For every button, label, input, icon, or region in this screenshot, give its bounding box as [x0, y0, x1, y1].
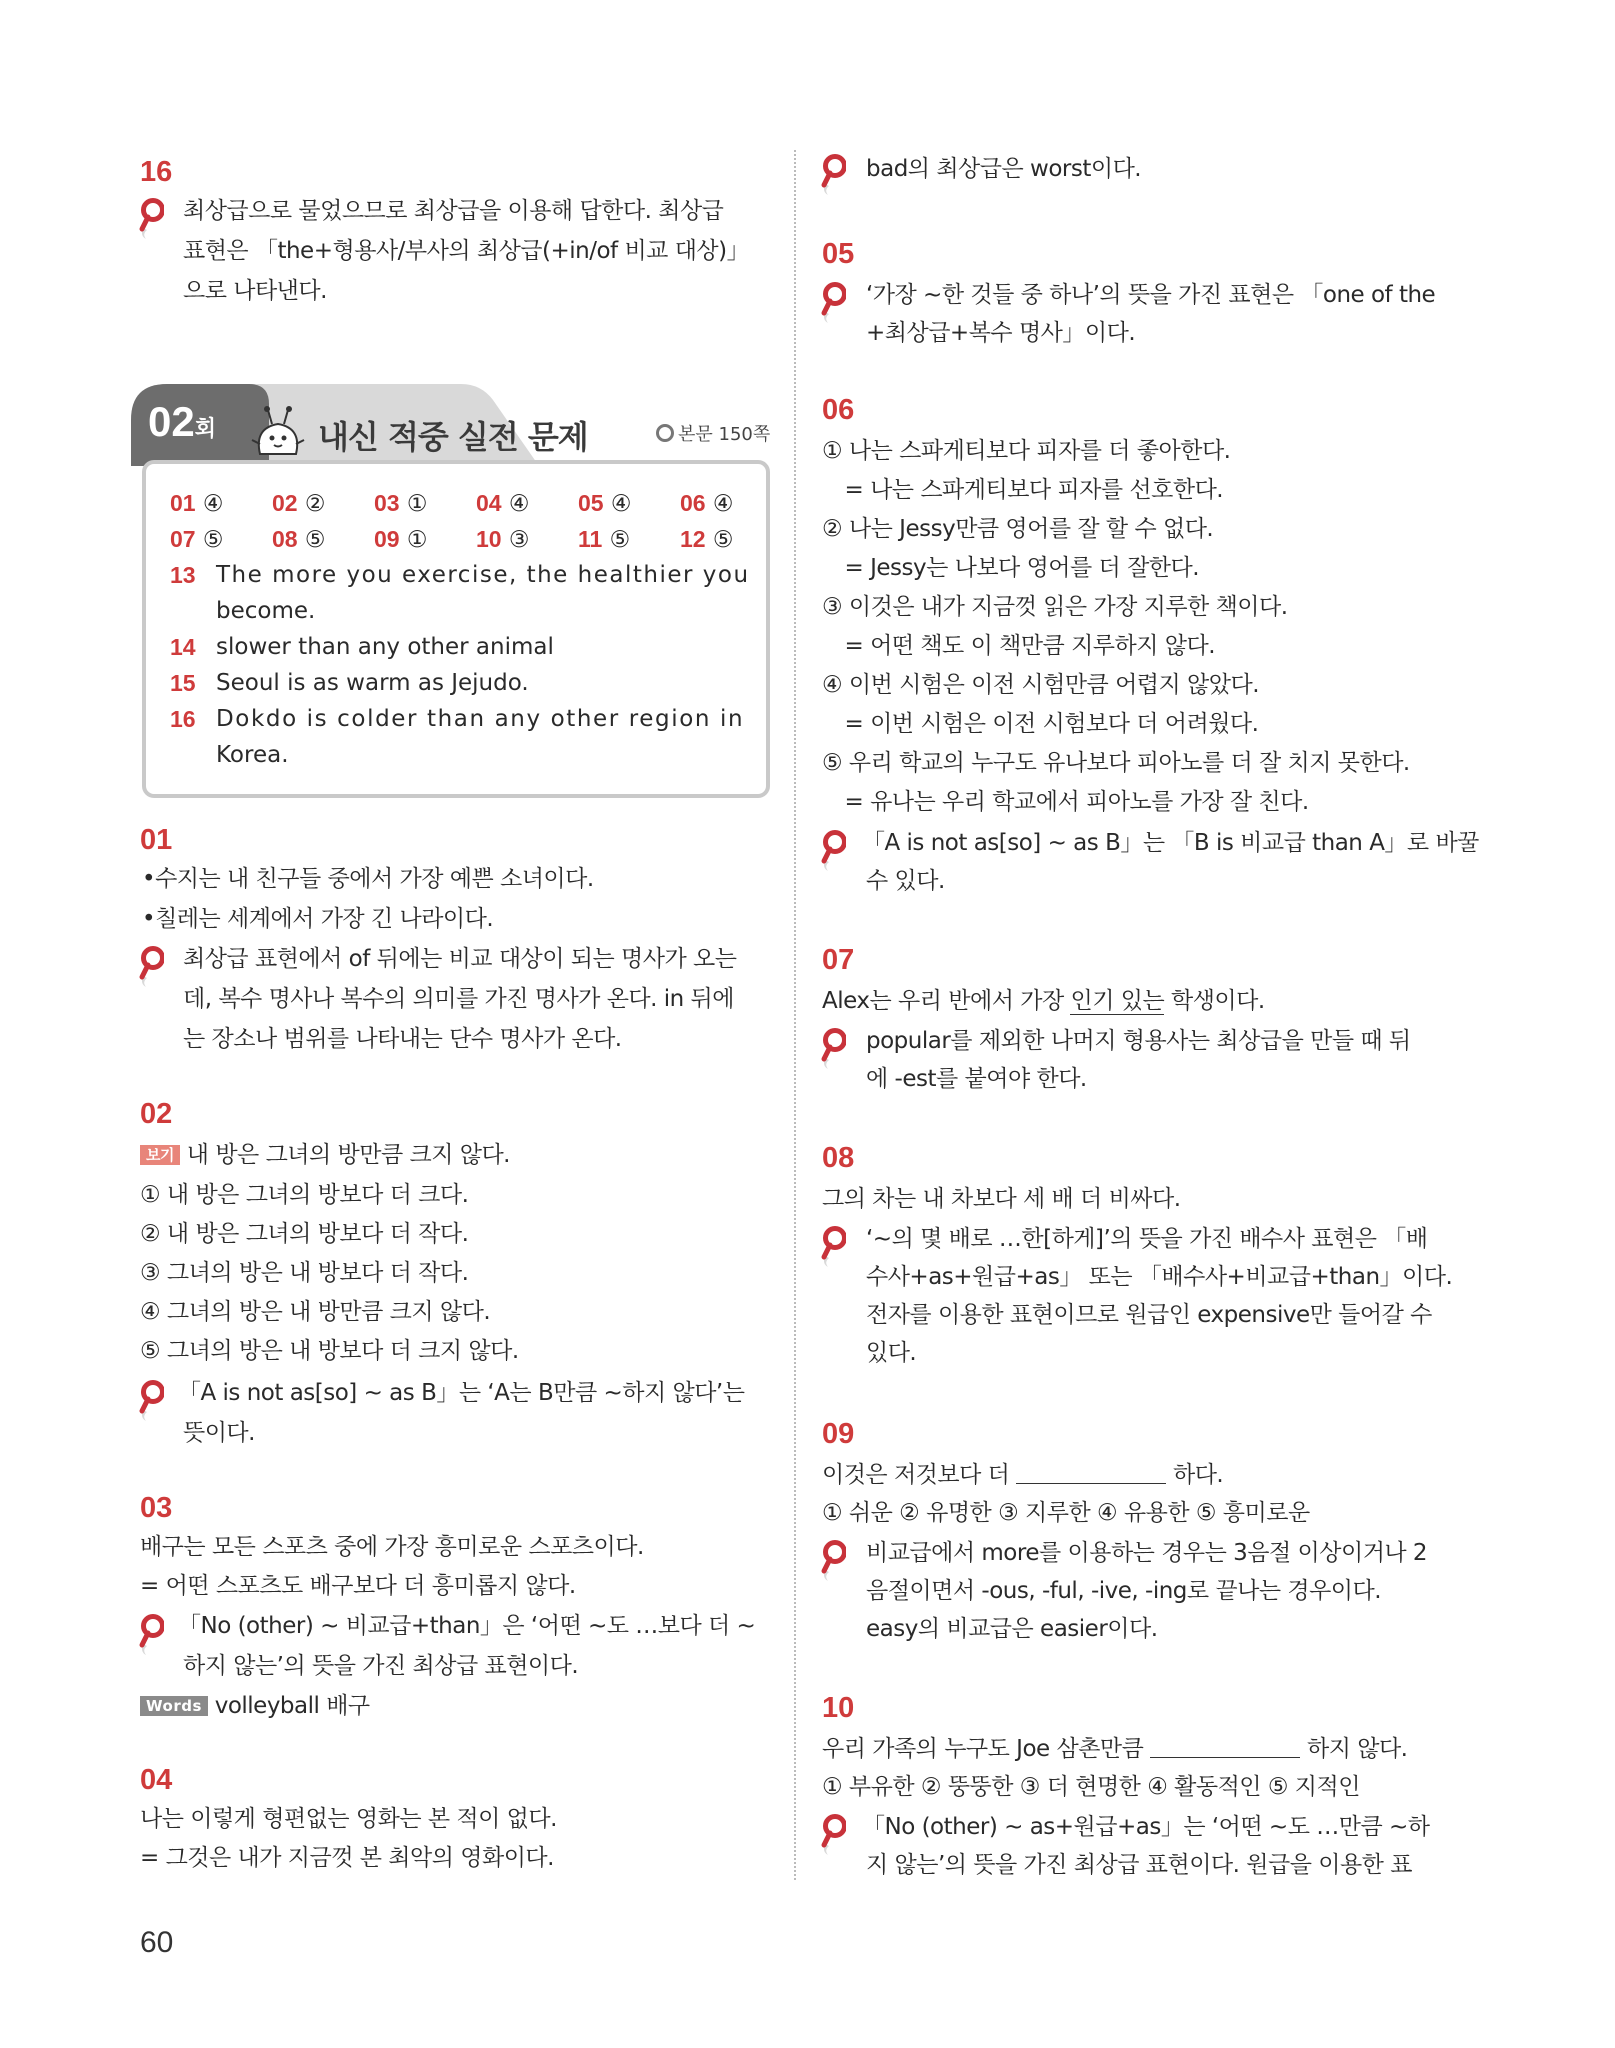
translation-line: •칠레는 세계에서 가장 긴 나라이다.	[142, 906, 494, 932]
section-title: 내신 적중 실전 문제	[318, 418, 588, 456]
hint-pin-icon	[820, 154, 846, 196]
answer-row-1: 01 ④ 02 ② 03 ① 04 ④ 05 ④ 06 ④	[170, 490, 734, 517]
explanation-line: 음절이면서 -ous, -ful, -ive, -ing로 끝나는 경우이다.	[866, 1578, 1382, 1604]
question-number: 05	[822, 238, 855, 270]
option-line: ③ 그녀의 방은 내 방보다 더 작다.	[140, 1260, 469, 1286]
example-tag: 보기	[140, 1145, 180, 1165]
answer-row-2: 07 ⑤ 08 ⑤ 09 ① 10 ③ 11 ⑤ 12 ⑤	[170, 526, 734, 553]
translation-line: 나는 이렇게 형편없는 영화는 본 적이 없다.	[140, 1806, 557, 1832]
answer-text: slower than any other animal	[216, 634, 554, 660]
option-line: = 유나는 우리 학교에서 피아노를 가장 잘 친다.	[822, 789, 1309, 815]
hint-pin-icon	[820, 1814, 846, 1856]
explanation-line: 수 있다.	[866, 868, 945, 894]
translation-line: •수지는 내 친구들 중에서 가장 예쁜 소녀이다.	[142, 866, 594, 892]
option-line: ③ 이것은 내가 지금껏 읽은 가장 지루한 책이다.	[822, 594, 1288, 620]
explanation-line: 「No (other) ~ 비교급+than」은 ‘어떤 ~도 …보다 더 ~	[178, 1613, 756, 1639]
option-line: ① 내 방은 그녀의 방보다 더 크다.	[140, 1182, 469, 1208]
question-number: 02	[140, 1098, 173, 1130]
explanation-line: 는 장소나 범위를 나타내는 단수 명사가 온다.	[183, 1026, 622, 1052]
words-line: Words volleyball 배구	[140, 1691, 370, 1721]
hint-pin-icon	[138, 198, 164, 240]
round-number: 02회	[148, 398, 216, 445]
explanation-line: 「No (other) ~ as+원급+as」는 ‘어떤 ~도 …만큼 ~하	[862, 1814, 1430, 1840]
option-line: ④ 이번 시험은 이전 시험만큼 어렵지 않았다.	[822, 672, 1260, 698]
explanation-line: 으로 나타낸다.	[183, 278, 327, 304]
hint-pin-icon	[820, 1226, 846, 1268]
page-reference: 본문 150쪽	[656, 420, 770, 446]
explanation-line: 「A is not as[so] ~ as B」는 ‘A는 B만큼 ~하지 않다’는	[178, 1380, 745, 1406]
answer-key-box	[142, 460, 770, 798]
option-line: ① 부유한 ② 뚱뚱한 ③ 더 현명한 ④ 활동적인 ⑤ 지적인	[822, 1774, 1360, 1800]
option-line: ⑤ 그녀의 방은 내 방보다 더 크지 않다.	[140, 1338, 519, 1364]
hint-pin-icon	[820, 1540, 846, 1582]
answer-text: Dokdo is colder than any other region in	[216, 706, 745, 732]
mascot-icon	[250, 404, 306, 458]
translation-line: 배구는 모든 스포츠 중에 가장 흥미로운 스포츠이다.	[140, 1534, 644, 1560]
explanation-line: 에 -est를 붙여야 한다.	[866, 1066, 1087, 1092]
option-line: ④ 그녀의 방은 내 방만큼 크지 않다.	[140, 1299, 491, 1325]
translation-line: Alex는 우리 반에서 가장 인기 있는 학생이다.	[822, 988, 1265, 1014]
explanation-line: +최상급+복수 명사」이다.	[866, 320, 1136, 346]
translation-line: 그의 차는 내 차보다 세 배 더 비싸다.	[822, 1186, 1181, 1212]
words-tag: Words	[140, 1696, 208, 1716]
answer-long-13: 13	[170, 562, 196, 588]
answer-blank	[1150, 1735, 1300, 1758]
question-number: 07	[822, 944, 855, 976]
hint-pin-icon	[138, 1614, 164, 1656]
explanation-line: 전자를 이용한 표현이므로 원급인 expensive만 들어갈 수	[866, 1302, 1432, 1328]
explanation-line: 수사+as+원급+as」 또는 「배수사+비교급+than」이다.	[866, 1264, 1453, 1290]
bullet-circle-icon	[656, 424, 674, 442]
explanation-line: ‘가장 ~한 것들 중 하나’의 뜻을 가진 표현은 「one of the	[866, 282, 1436, 308]
answer-long-15: 15	[170, 670, 196, 696]
fill-blank-sentence: 이것은 저것보다 더 하다.	[822, 1462, 1224, 1488]
explanation-line: 최상급 표현에서 of 뒤에는 비교 대상이 되는 명사가 오는	[183, 946, 737, 972]
answer-text: Seoul is as warm as Jejudo.	[216, 670, 529, 696]
answer-text: The more you exercise, the healthier you	[216, 562, 750, 588]
hint-pin-icon	[138, 946, 164, 988]
option-line: ② 나는 Jessy만큼 영어를 잘 할 수 없다.	[822, 516, 1214, 542]
answer-text: Korea.	[216, 742, 289, 768]
explanation-line: bad의 최상급은 worst이다.	[866, 156, 1142, 182]
explanation-line: 최상급으로 물었으므로 최상급을 이용해 답한다. 최상급	[183, 198, 724, 224]
option-line: = 어떤 책도 이 책만큼 지루하지 않다.	[822, 633, 1216, 659]
option-line: = 이번 시험은 이전 시험보다 더 어려웠다.	[822, 711, 1259, 737]
question-number: 06	[822, 394, 855, 426]
explanation-line: ‘~의 몇 배로 …한[하게]’의 뜻을 가진 배수사 표현은 「배	[866, 1226, 1428, 1252]
translation-line: = 그것은 내가 지금껏 본 최악의 영화이다.	[140, 1845, 554, 1871]
answer-long-14: 14	[170, 634, 196, 660]
option-line: = 나는 스파게티보다 피자를 선호한다.	[822, 477, 1224, 503]
explanation-line: 비교급에서 more를 이용하는 경우는 3음절 이상이거나 2	[866, 1540, 1428, 1566]
question-number: 16	[140, 156, 173, 188]
question-number: 08	[822, 1142, 855, 1174]
explanation-line: 하지 않는’의 뜻을 가진 최상급 표현이다.	[183, 1653, 579, 1679]
fill-blank-sentence: 우리 가족의 누구도 Joe 삼촌만큼 하지 않다.	[822, 1736, 1408, 1762]
explanation-line: 지 않는’의 뜻을 가진 최상급 표현이다. 원급을 이용한 표	[866, 1852, 1412, 1878]
question-number: 03	[140, 1492, 173, 1524]
explanation-line: 데, 복수 명사나 복수의 의미를 가진 명사가 온다. in 뒤에	[183, 986, 734, 1012]
question-number: 09	[822, 1418, 855, 1450]
explanation-line: 뜻이다.	[183, 1420, 255, 1446]
hint-pin-icon	[820, 282, 846, 324]
explanation-line: popular를 제외한 나머지 형용사는 최상급을 만들 때 뒤	[866, 1028, 1411, 1054]
explanation-line: 「A is not as[so] ~ as B」는 「B is 비교급 than A」로 바꿀	[862, 830, 1479, 856]
answer-text: become.	[216, 598, 316, 624]
explanation-line: easy의 비교급은 easier이다.	[866, 1616, 1158, 1642]
question-number: 04	[140, 1764, 173, 1796]
hint-pin-icon	[820, 1028, 846, 1070]
answer-blank	[1016, 1461, 1166, 1484]
question-number: 01	[140, 824, 173, 856]
option-line: ⑤ 우리 학교의 누구도 유나보다 피아노를 더 잘 치지 못한다.	[822, 750, 1410, 776]
explanation-line: 표현은 「the+형용사/부사의 최상급(+in/of 비교 대상)」	[183, 238, 750, 264]
option-line: ① 나는 스파게티보다 피자를 더 좋아한다.	[822, 438, 1231, 464]
option-line: ② 내 방은 그녀의 방보다 더 작다.	[140, 1221, 469, 1247]
translation-line: = 어떤 스포츠도 배구보다 더 흥미롭지 않다.	[140, 1573, 576, 1599]
option-line: = Jessy는 나보다 영어를 더 잘한다.	[822, 555, 1200, 581]
underlined-word: 인기 있는	[1070, 988, 1165, 1014]
column-divider	[794, 150, 796, 1880]
option-line: ① 쉬운 ② 유명한 ③ 지루한 ④ 유용한 ⑤ 흥미로운	[822, 1500, 1310, 1526]
answer-long-16: 16	[170, 706, 196, 732]
page-number: 60	[140, 1926, 174, 1959]
hint-pin-icon	[138, 1380, 164, 1422]
example-line: 보기 내 방은 그녀의 방만큼 크지 않다.	[140, 1140, 510, 1170]
hint-pin-icon	[820, 830, 846, 872]
question-number: 10	[822, 1692, 855, 1724]
explanation-line: 있다.	[866, 1340, 917, 1366]
